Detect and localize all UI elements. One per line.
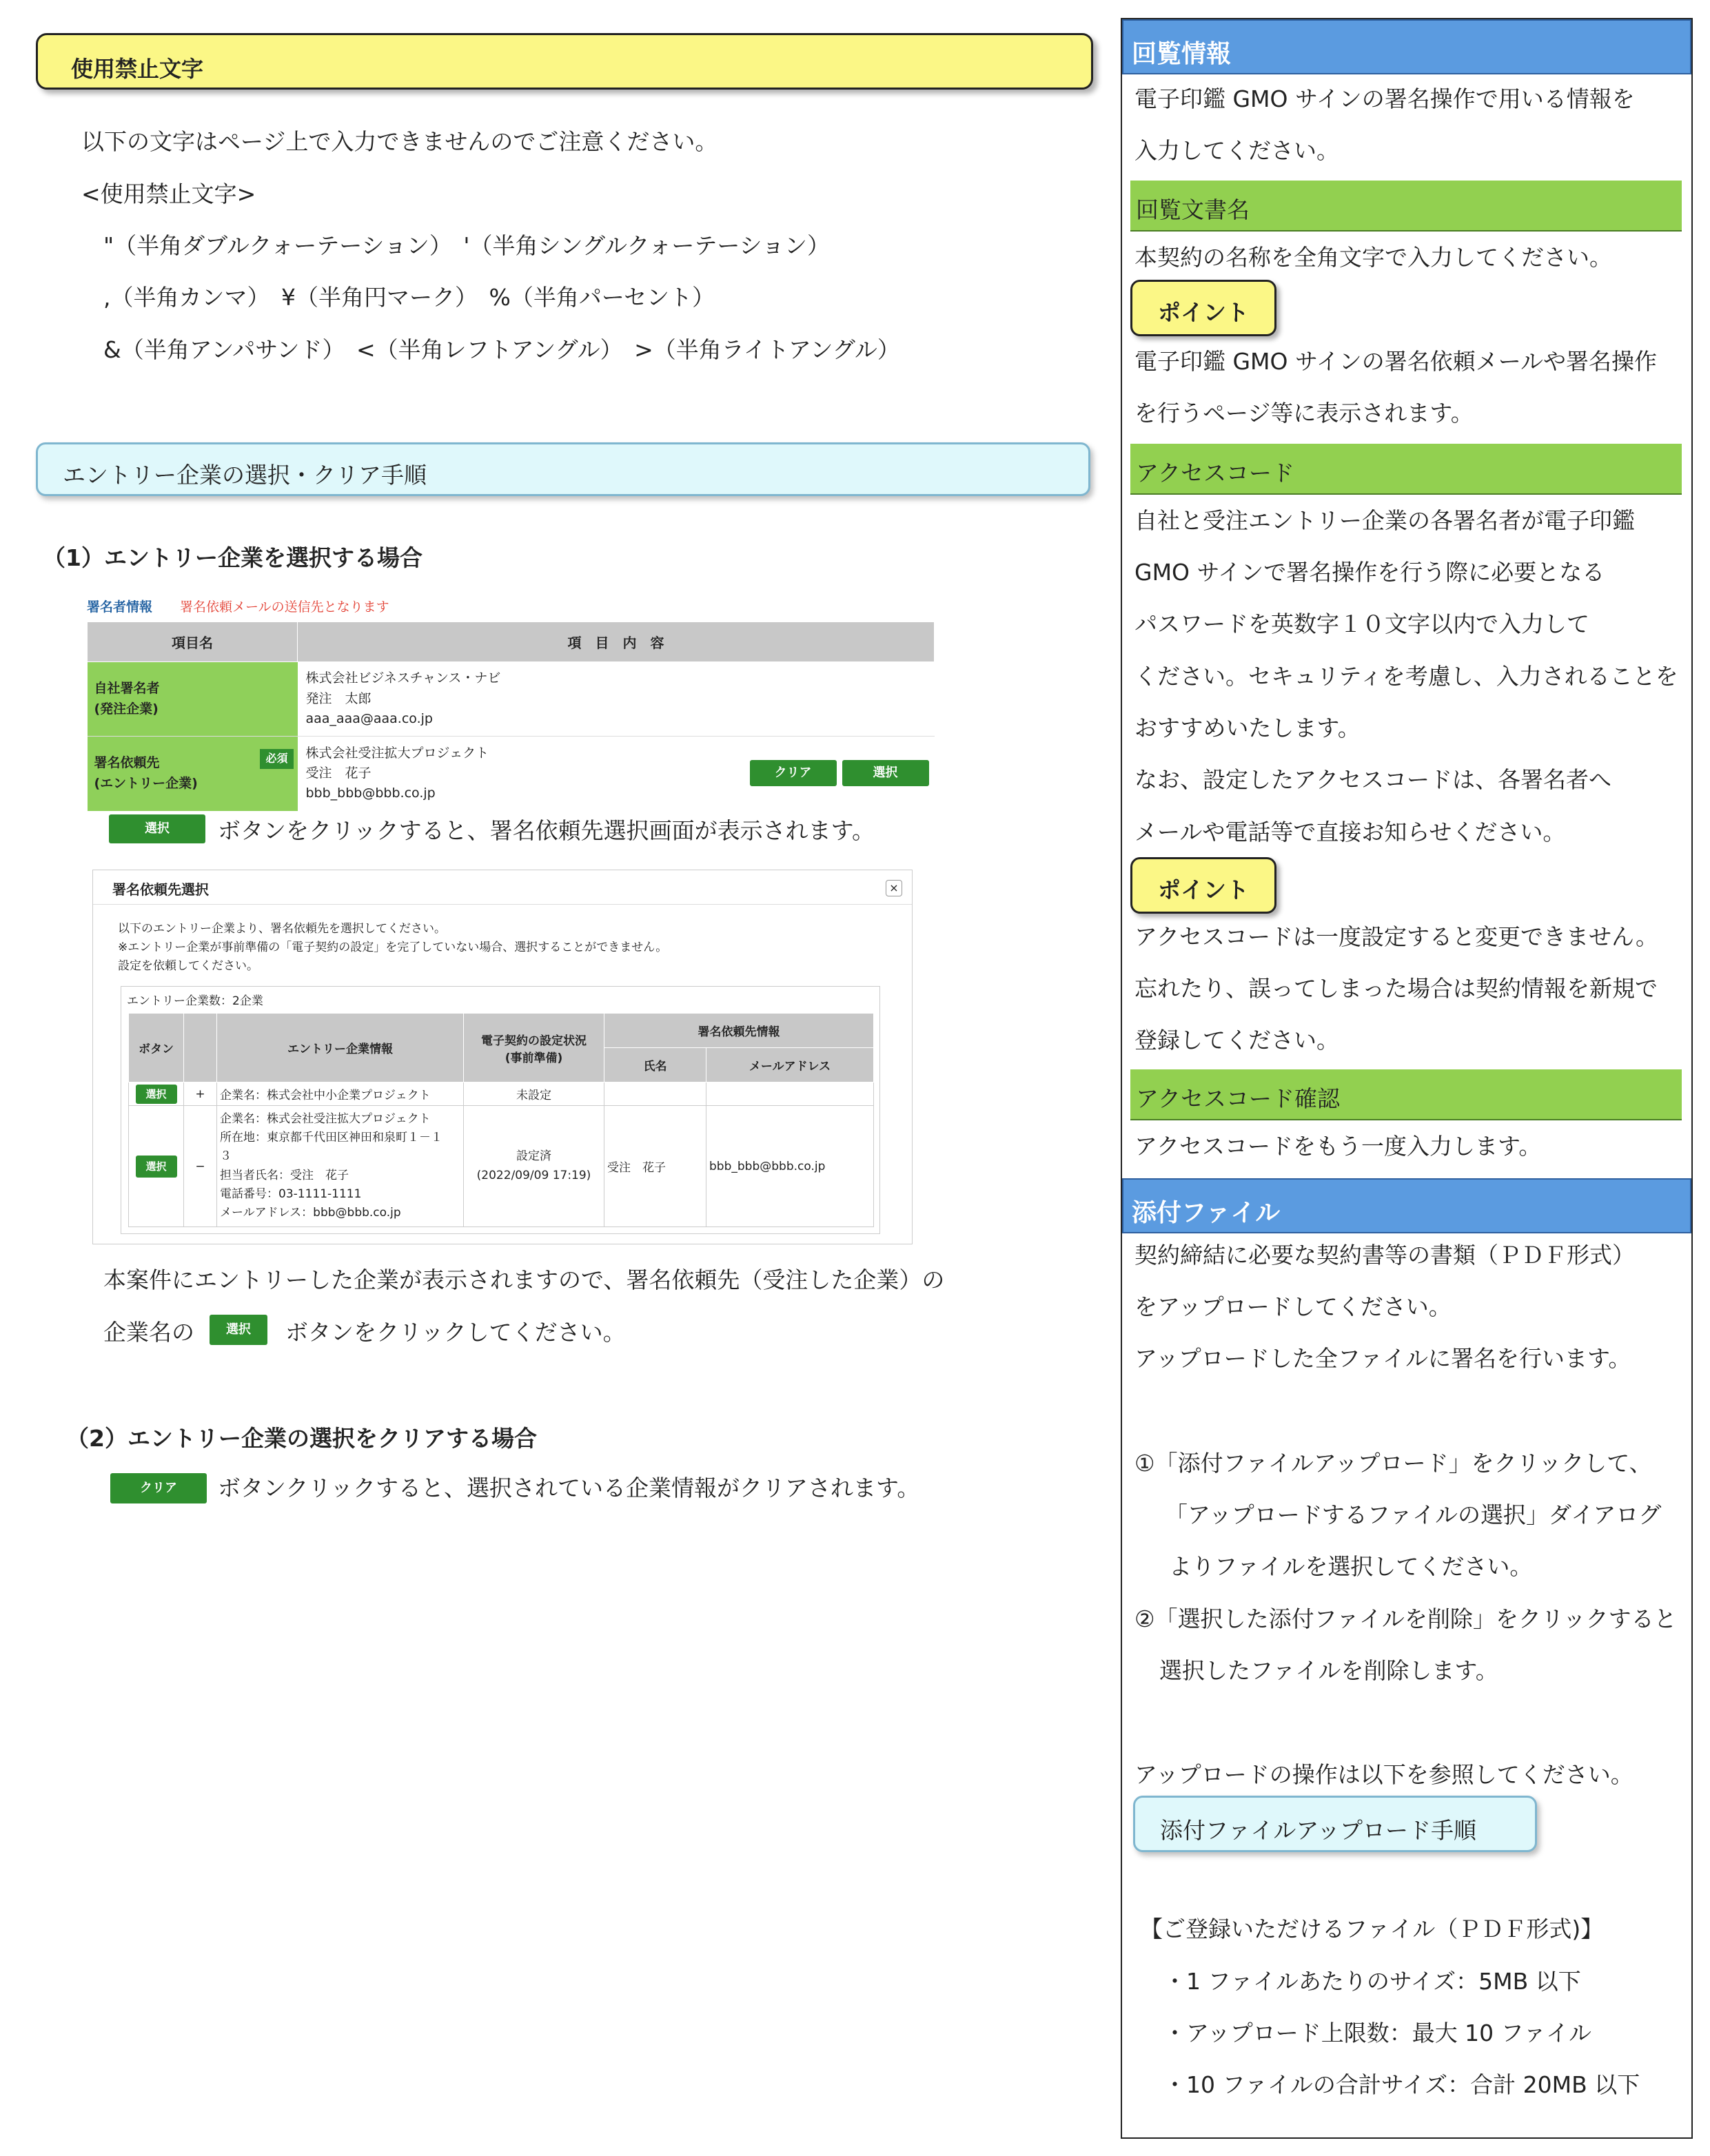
prohibited-chars-title-box (36, 33, 1093, 90)
upload-procedure-link[interactable]: 添付ファイルアップロード手順 (1133, 1796, 1537, 1852)
access-confirm-header: アクセスコード確認 (1130, 1069, 1682, 1120)
attach-line-3: アップロードした全ファイルに署名を行います。 (1134, 1345, 1631, 1372)
entry-procedure-box (36, 442, 1090, 496)
row2-status-1: 設定済 (516, 1149, 551, 1164)
access-line-1: 自社と受注エントリー企業の各署名者が電子印鑑 (1134, 507, 1635, 534)
entry-procedure-title: エントリー企業の選択・クリア手順 (63, 462, 427, 489)
dialog-intro-3: 設定を依頼してください。 (118, 959, 258, 974)
clear-button[interactable]: クリア (750, 760, 837, 786)
own-signer-label-1: 自社署名者 (94, 681, 160, 697)
own-signer-values (298, 662, 935, 737)
th-button: ボタン (129, 1014, 184, 1082)
file-spec-line-3: ・10 ファイルの合計サイズ：合計 20MB 以下 (1163, 2071, 1640, 2098)
prohibited-line-3: &（半角アンパサンド） <（半角レフトアングル） >（半角ライトアングル） (103, 336, 900, 363)
th-name: 氏名 (604, 1048, 706, 1082)
docname-line-3: を行うページ等に表示されます。 (1134, 400, 1474, 427)
th-company-info: エントリー企業情報 (217, 1014, 464, 1082)
signer-info-screenshot (87, 597, 935, 803)
point-badge-2: ポイント (1130, 857, 1276, 914)
th-mail: メールアドレス (706, 1048, 874, 1082)
sign-request-label-2: (エントリー企業) (94, 775, 198, 791)
access-line-2: GMO サインで署名操作を行う際に必要となる (1134, 559, 1605, 586)
col-item-content: 項 目 内 容 (298, 622, 935, 662)
row2-name: 受注 花子 (604, 1106, 706, 1227)
kairan-header: 回覧情報 (1122, 19, 1691, 74)
table-row (129, 1106, 874, 1227)
row2-mail: メールアドレス：bbb@bbb.co.jp (220, 1205, 401, 1220)
attach-line-2: をアップロードしてください。 (1134, 1293, 1452, 1320)
access-code-header: アクセスコード (1130, 444, 1682, 495)
entry-company-table (128, 1013, 874, 1227)
row2-status-2: (2022/09/09 17:19) (476, 1168, 591, 1182)
prohibited-line-1: "（半角ダブルクォーテーション） '（半角シングルクォーテーション） (103, 232, 831, 259)
row2-status (464, 1106, 604, 1227)
own-signer-label-2: (発注企業) (94, 701, 159, 717)
row1-status: 未設定 (464, 1082, 604, 1106)
docname-line-1: 本契約の名称を全角文字で入力してください。 (1134, 244, 1612, 271)
attach-line-1: 契約締結に必要な契約書等の書類（ＰＤＦ形式） (1134, 1242, 1635, 1269)
entry-company-count: エントリー企業数：2企業 (127, 994, 263, 1008)
row1-company: 企業名：株式会社中小企業プロジェクト (217, 1082, 464, 1106)
signer-info-table (87, 622, 935, 811)
confirm-line-1: アクセスコードをもう一度入力します。 (1134, 1133, 1542, 1160)
after-dialog-line-2a: 企業名の (103, 1319, 194, 1346)
th-expand (184, 1014, 217, 1082)
attach-line-9: アップロードの操作は以下を参照してください。 (1134, 1761, 1633, 1788)
sign-request-values (298, 737, 935, 811)
access-line-6: なお、設定したアクセスコードは、各署名者へ (1134, 766, 1612, 793)
access-line-10: 登録してください。 (1134, 1027, 1339, 1054)
dialog-title: 署名依頼先選択 (93, 870, 912, 905)
dialog-intro (118, 920, 667, 976)
file-spec-line-1: ・1 ファイルあたりのサイズ：5MB 以下 (1163, 1968, 1581, 1995)
select-button[interactable]: 選択 (842, 760, 929, 786)
attach-line-4: ①「添付ファイルアップロード」をクリックして、 (1134, 1450, 1652, 1477)
sign-request-email: bbb_bbb@bbb.co.jp (305, 786, 436, 801)
row1-select-button[interactable]: 選択 (136, 1085, 177, 1104)
file-spec-line-2: ・アップロード上限数：最大 10 ファイル (1163, 2020, 1592, 2046)
prohibited-chars-title: 使用禁止文字 (71, 56, 204, 82)
docname-header: 回覧文書名 (1130, 181, 1682, 232)
clear-description: ボタンクリックすると、選択されている企業情報がクリアされます。 (218, 1475, 920, 1501)
after-dialog-line-1: 本案件にエントリーした企業が表示されますので、署名依頼先（受注した企業）の (103, 1266, 945, 1293)
th-sign-info: 署名依頼先情報 (604, 1014, 874, 1048)
kairan-line-2: 入力してください。 (1134, 137, 1339, 164)
sign-request-label-1: 署名依頼先 (94, 755, 160, 771)
dialog-close-icon[interactable]: × (886, 880, 902, 896)
access-line-7: メールや電話等で直接お知らせください。 (1134, 819, 1566, 845)
row1-expand[interactable]: + (184, 1082, 217, 1106)
own-signer-label (88, 662, 298, 737)
row1-button-cell (129, 1082, 184, 1106)
access-line-8: アクセスコードは一度設定すると変更できません。 (1134, 923, 1658, 950)
prohibited-intro: 以下の文字はページ上で入力できませんのでご注意ください。 (81, 128, 718, 155)
sign-request-label (88, 737, 298, 811)
row2-address-1: 所在地：東京都千代田区神田和泉町１－１ (220, 1131, 442, 1145)
after-dialog-line-2b: ボタンをクリックしてください。 (285, 1319, 626, 1346)
access-line-4: ください。セキュリティを考慮し、入力されることを (1134, 663, 1678, 690)
clear-button-icon[interactable]: クリア (110, 1473, 207, 1503)
sign-request-name: 受注 花子 (305, 766, 371, 781)
file-spec-heading: 【ご登録いただけるファイル（ＰＤＦ形式)】 (1140, 1916, 1604, 1942)
row2-tel: 電話番号：03-1111-1111 (220, 1187, 362, 1201)
prohibited-line-2: ,（半角カンマ） ¥（半角円マーク） %（半角パーセント） (103, 284, 715, 311)
attach-header: 添付ファイル (1122, 1178, 1691, 1233)
row2-expand[interactable]: − (184, 1106, 217, 1227)
row2-company-info (217, 1106, 464, 1227)
kairan-line-1: 電子印鑑 GMO サインの署名操作で用いる情報を (1134, 85, 1635, 112)
th-status (464, 1014, 604, 1082)
row2-email: bbb_bbb@bbb.co.jp (706, 1106, 874, 1227)
row2-select-button[interactable]: 選択 (136, 1156, 177, 1178)
select-description: ボタンをクリックすると、署名依頼先選択画面が表示されます。 (218, 817, 875, 844)
docname-line-2: 電子印鑑 GMO サインの署名依頼メールや署名操作 (1134, 348, 1658, 375)
signer-info-caption (87, 597, 389, 615)
col-item-name: 項目名 (88, 622, 298, 662)
attach-line-8: 選択したファイルを削除します。 (1159, 1657, 1498, 1684)
point-badge-1: ポイント (1130, 280, 1276, 336)
required-badge: 必須 (260, 749, 293, 769)
prohibited-label: <使用禁止文字> (81, 181, 256, 207)
table-row (129, 1082, 874, 1106)
row2-address-2: ３ (220, 1149, 232, 1164)
own-signer-name: 発注 太郎 (305, 690, 371, 706)
sign-request-select-dialog (92, 870, 913, 1244)
sign-request-company: 株式会社受注拡大プロジェクト (305, 745, 489, 761)
access-line-3: パスワードを英数字１０文字以内で入力して (1134, 610, 1589, 637)
select-button-icon[interactable]: 選択 (109, 814, 205, 843)
dialog-intro-1: 以下のエントリー企業より、署名依頼先を選択してください。 (118, 922, 446, 936)
attach-line-7: ②「選択した添付ファイルを削除」をクリックすると (1134, 1605, 1677, 1632)
attach-line-6: よりファイルを選択してください。 (1169, 1553, 1533, 1580)
own-signer-email: aaa_aaa@aaa.co.jp (305, 711, 433, 727)
signer-info-caption-note: 署名依頼メールの送信先となります (180, 599, 389, 615)
section-1-heading: （1）エントリー企業を選択する場合 (43, 544, 423, 571)
inline-select-button[interactable]: 選択 (210, 1315, 267, 1345)
row2-company: 企業名：株式会社受注拡大プロジェクト (220, 1111, 431, 1126)
own-signer-company: 株式会社ビジネスチャンス・ナビ (305, 670, 501, 686)
row1-name (604, 1082, 706, 1106)
access-line-9: 忘れたり、誤ってしまった場合は契約情報を新規で (1134, 975, 1658, 1002)
access-line-5: おすすめいたします。 (1134, 715, 1361, 741)
dialog-intro-2: ※エントリー企業が事前準備の「電子契約の設定」を完了していない場合、選択することができません。 (118, 941, 668, 955)
row2-person: 担当者氏名：受注 花子 (220, 1168, 349, 1182)
th-status-2: (事前準備) (505, 1051, 563, 1065)
th-status-1: 電子契約の設定状況 (481, 1034, 587, 1048)
entry-company-panel (121, 986, 880, 1234)
attach-line-5: 「アップロードするファイルの選択」ダイアログ (1165, 1501, 1662, 1528)
section-2-heading: （2）エントリー企業の選択をクリアする場合 (66, 1425, 537, 1452)
row2-button-cell (129, 1106, 184, 1227)
signer-info-caption-title: 署名者情報 (87, 599, 153, 615)
row1-mail (706, 1082, 874, 1106)
